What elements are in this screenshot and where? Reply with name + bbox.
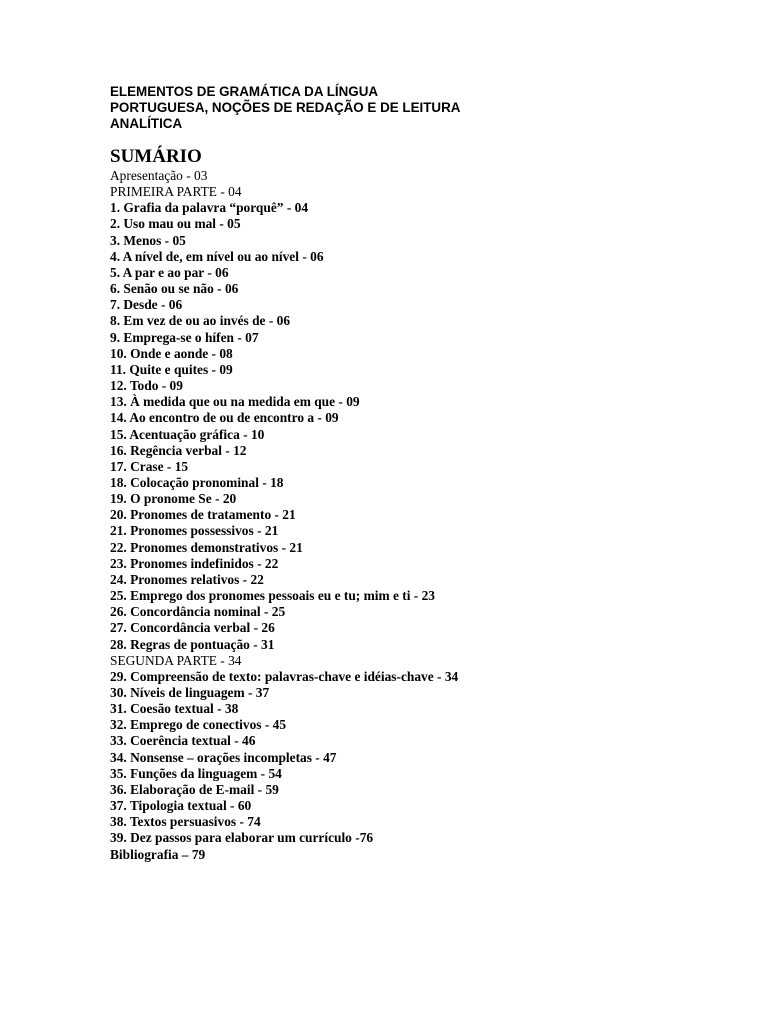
table-of-contents [110, 168, 730, 863]
toc-entry: Bibliografia – 79 [110, 846, 206, 862]
toc-entry: 24. Pronomes relativos - 22 [110, 571, 264, 587]
toc-entry: 33. Coerência textual - 46 [110, 733, 256, 749]
toc-entry: 20. Pronomes de tratamento - 21 [110, 507, 296, 523]
toc-entry: 18. Colocação pronominal - 18 [110, 474, 284, 490]
toc-section-heading: PRIMEIRA PARTE - 04 [110, 184, 242, 200]
toc-entry: 5. A par e ao par - 06 [110, 264, 229, 280]
toc-entry: 23. Pronomes indefinidos - 22 [110, 555, 279, 571]
toc-entry: 2. Uso mau ou mal - 05 [110, 216, 241, 232]
document-title [110, 84, 730, 132]
toc-entry: 34. Nonsense – orações incompletas - 47 [110, 749, 337, 765]
toc-section-heading: SEGUNDA PARTE - 34 [110, 652, 242, 668]
toc-section-heading: Apresentação - 03 [110, 168, 208, 183]
toc-entry: 27. Concordância verbal - 26 [110, 620, 275, 636]
document-title-line: ELEMENTOS DE GRAMÁTICA DA LÍNGUA [110, 84, 379, 99]
toc-entry: 4. A nível de, em nível ou ao nível - 06 [110, 248, 324, 264]
toc-entry: 7. Desde - 06 [110, 297, 183, 313]
toc-entry: 21. Pronomes possessivos - 21 [110, 523, 279, 539]
document-page [110, 84, 730, 863]
toc-entry: 15. Acentuação gráfica - 10 [110, 426, 265, 442]
toc-entry: 36. Elaboração de E-mail - 59 [110, 781, 279, 797]
toc-entry: 13. À medida que ou na medida em que - 09 [110, 394, 360, 410]
toc-entry: 32. Emprego de conectivos - 45 [110, 717, 287, 733]
toc-entry: 3. Menos - 05 [110, 232, 186, 248]
toc-entry: 1. Grafia da palavra “porquê” - 04 [110, 200, 309, 216]
toc-entry: 14. Ao encontro de ou de encontro a - 09 [110, 410, 339, 426]
toc-entry: 39. Dez passos para elaborar um currículo -76 [110, 830, 374, 846]
toc-entry: 38. Textos persuasivos - 74 [110, 814, 261, 830]
toc-entry: 19. O pronome Se - 20 [110, 491, 237, 507]
toc-entry: 10. Onde e aonde - 08 [110, 345, 233, 361]
toc-entry: 26. Concordância nominal - 25 [110, 604, 286, 620]
toc-entry: 12. Todo - 09 [110, 378, 183, 394]
summary-heading: SUMÁRIO [110, 146, 202, 167]
toc-entry: 17. Crase - 15 [110, 458, 189, 474]
toc-entry: 28. Regras de pontuação - 31 [110, 636, 275, 652]
toc-entry: 11. Quite e quites - 09 [110, 361, 233, 377]
toc-entry: 30. Níveis de linguagem - 37 [110, 685, 270, 700]
toc-entry: 31. Coesão textual - 38 [110, 701, 239, 717]
toc-entry: 8. Em vez de ou ao invés de - 06 [110, 313, 291, 329]
document-title-line: ANALÍTICA [110, 116, 183, 131]
toc-entry: 25. Emprego dos pronomes pessoais eu e tu; mim e ti - 23 [110, 588, 435, 604]
toc-entry: 22. Pronomes demonstrativos - 21 [110, 539, 303, 555]
toc-entry: 6. Senão ou se não - 06 [110, 281, 239, 297]
toc-entry: 16. Regência verbal - 12 [110, 442, 247, 458]
toc-entry: 9. Emprega-se o hífen - 07 [110, 329, 259, 345]
toc-entry: 37. Tipologia textual - 60 [110, 798, 252, 814]
document-title-line: PORTUGUESA, NOÇÕES DE REDAÇÃO E DE LEITURA [110, 100, 461, 115]
toc-entry: 29. Compreensão de texto: palavras-chave e idéias-chave - 34 [110, 668, 459, 684]
toc-entry: 35. Funções da linguagem - 54 [110, 765, 282, 781]
